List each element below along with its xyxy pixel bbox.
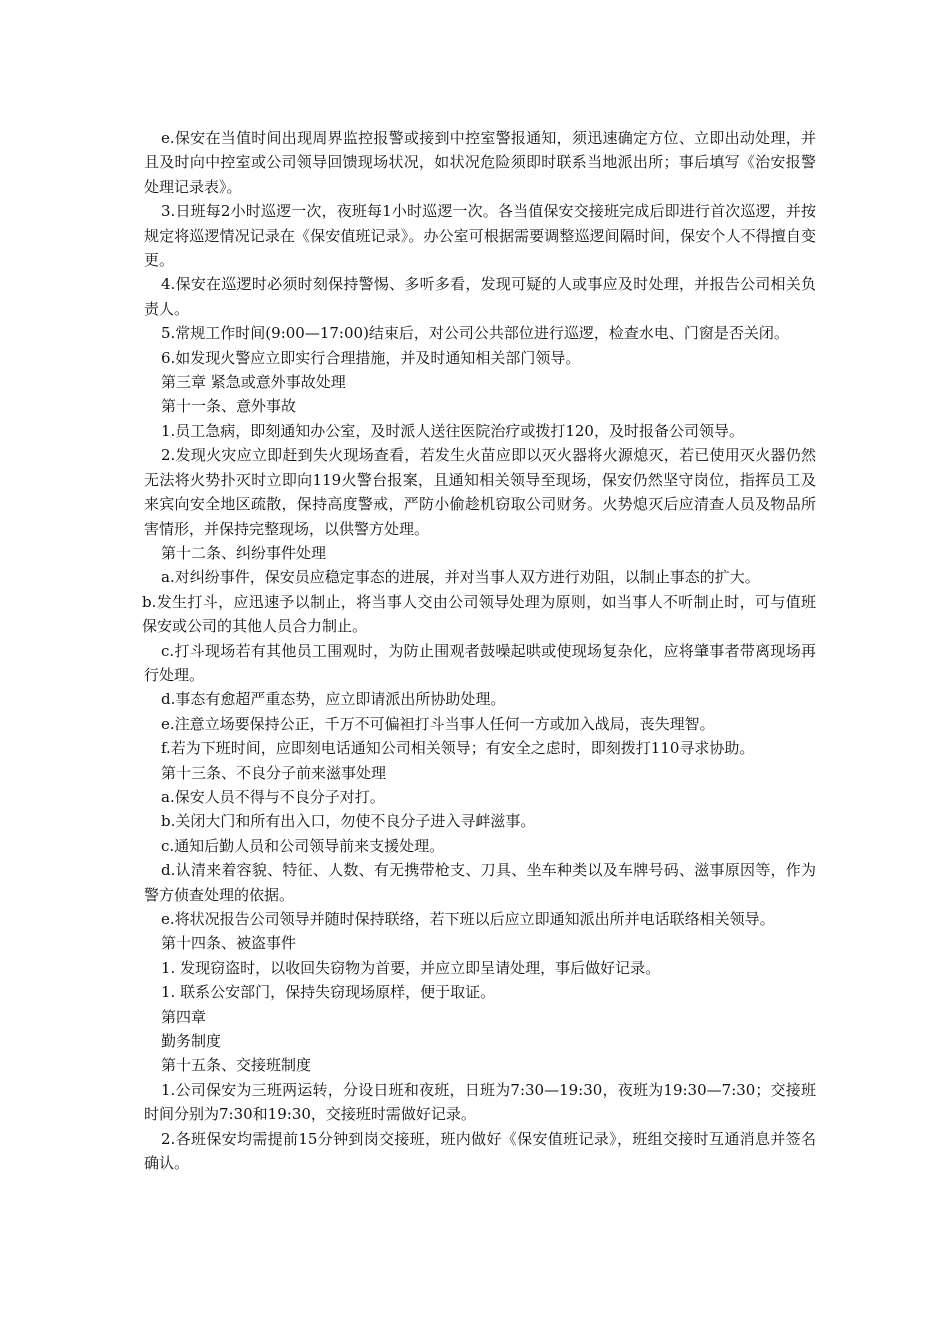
paragraph: a.对纠纷事件，保安员应稳定事态的进展，并对当事人双方进行劝阻，以制止事态的扩大。	[161, 568, 760, 587]
paragraph: a.保安人员不得与不良分子对打。	[161, 787, 385, 806]
paragraph: 第三章 紧急或意外事故处理	[161, 373, 346, 392]
paragraph: 第十四条、被盗事件	[161, 934, 297, 953]
paragraph: c.通知后勤人员和公司领导前来支援处理。	[161, 836, 445, 855]
paragraph: e.将状况报告公司领导并随时保持联络，若下班以后应立即通知派出所并电话联络相关领导。	[161, 910, 775, 928]
paragraph: 第十三条、不良分子前来滋事处理	[161, 763, 387, 782]
paragraph: 1. 发现窃盗时，以收回失窃物为首要，并应立即呈请处理，事后做好记录。	[161, 958, 661, 977]
paragraph: 第四章	[161, 1007, 207, 1026]
paragraph: 第十二条、纠纷事件处理	[161, 543, 327, 562]
paragraph: 1.员工急病，即刻通知办公室，及时派人送往医院治疗或拨打120，及时报备公司领导。	[161, 421, 744, 440]
paragraph: 1. 联系公安部门，保持失窃现场原样，便于取证。	[161, 983, 496, 1002]
paragraph: f.若为下班时间，应即刻电话通知公司相关领导；有安全之虑时，即刻拨打110寻求协助。	[161, 739, 755, 758]
paragraph: 4.保安在巡逻时必须时刻保持警惕、多听多看，发现可疑的人或事应及时处理，并报告公司相关负责人。	[144, 275, 816, 318]
paragraph: e.保安在当值时间出现周界监控报警或接到中控室警报通知，须迅速确定方位、立即出动处理，并且及时向中控室或公司领导回馈现场状况，如状况危险须即时联系当地派出所；事后填写《治安报警处理记录表》。	[144, 129, 816, 196]
paragraph: 2.各班保安均需提前15分钟到岗交接班，班内做好《保安值班记录》，班组交接时互通消息并签名确认。	[144, 1129, 816, 1173]
paragraph: e.注意立场要保持公正，千万不可偏袒打斗当事人任何一方或加入战局，丧失理智。	[161, 714, 715, 733]
paragraph: 6.如发现火警应立即实行合理措施，并及时通知相关部门领导。	[161, 348, 581, 367]
paragraph: 5.常规工作时间(9:00—17:00)结束后，对公司公共部位进行巡逻，检查水电、门窗是否关闭。	[161, 324, 789, 343]
paragraph: d.事态有愈超严重态势，应立即请派出所协助处理。	[161, 690, 506, 709]
paragraph: 勤务制度	[161, 1032, 222, 1051]
paragraph: 第十五条、交接班制度	[161, 1056, 312, 1075]
paragraph: 3.日班每2小时巡逻一次，夜班每1小时巡逻一次。各当值保安交接班完成后即进行首次巡逻，并按规定将巡逻情况记录在《保安值班记录》。办公室可根据需要调整巡逻间隔时间，保安个人不得擅自变更。	[144, 202, 816, 270]
paragraph: b.发生打斗，应迅速予以制止，将当事人交由公司领导处理为原则，如当事人不听制止时，可与值班保安或公司的其他人员合力制止。	[142, 592, 816, 636]
paragraph: 2.发现火灾应立即赶到失火现场查看，若发生火苗应即以灭火器将火源熄灭，若已使用灭火器仍然无法将火势扑灭时立即向119火警台报案，且通知相关领导至现场，保安仍然坚守岗位，指挥员工及来宾向安全地区疏散，保持高度警戒，严防小偷趁机窃取公司财务。火势熄灭后应清查人员及物品所害情形，并保持完整现场，以供警方处理。	[144, 446, 816, 538]
paragraph: c.打斗现场若有其他员工围观时，为防止围观者鼓噪起哄或使现场复杂化，应将肇事者带离现场再行处理。	[144, 641, 816, 684]
paragraph: 第十一条、意外事故	[161, 397, 297, 416]
paragraph: b.关闭大门和所有出入口，勿使不良分子进入寻衅滋事。	[161, 812, 536, 831]
paragraph: d.认清来着容貌、特征、人数、有无携带枪支、刀具、坐车种类以及车牌号码、滋事原因等，作为警方侦查处理的依据。	[144, 861, 816, 904]
paragraph: 1.公司保安为三班两运转，分设日班和夜班，日班为7:30—19:30，夜班为19:30—7:30；交接班时间分别为7:30和19:30，交接班时需做好记录。	[144, 1080, 816, 1124]
document-body	[144, 126, 816, 1175]
